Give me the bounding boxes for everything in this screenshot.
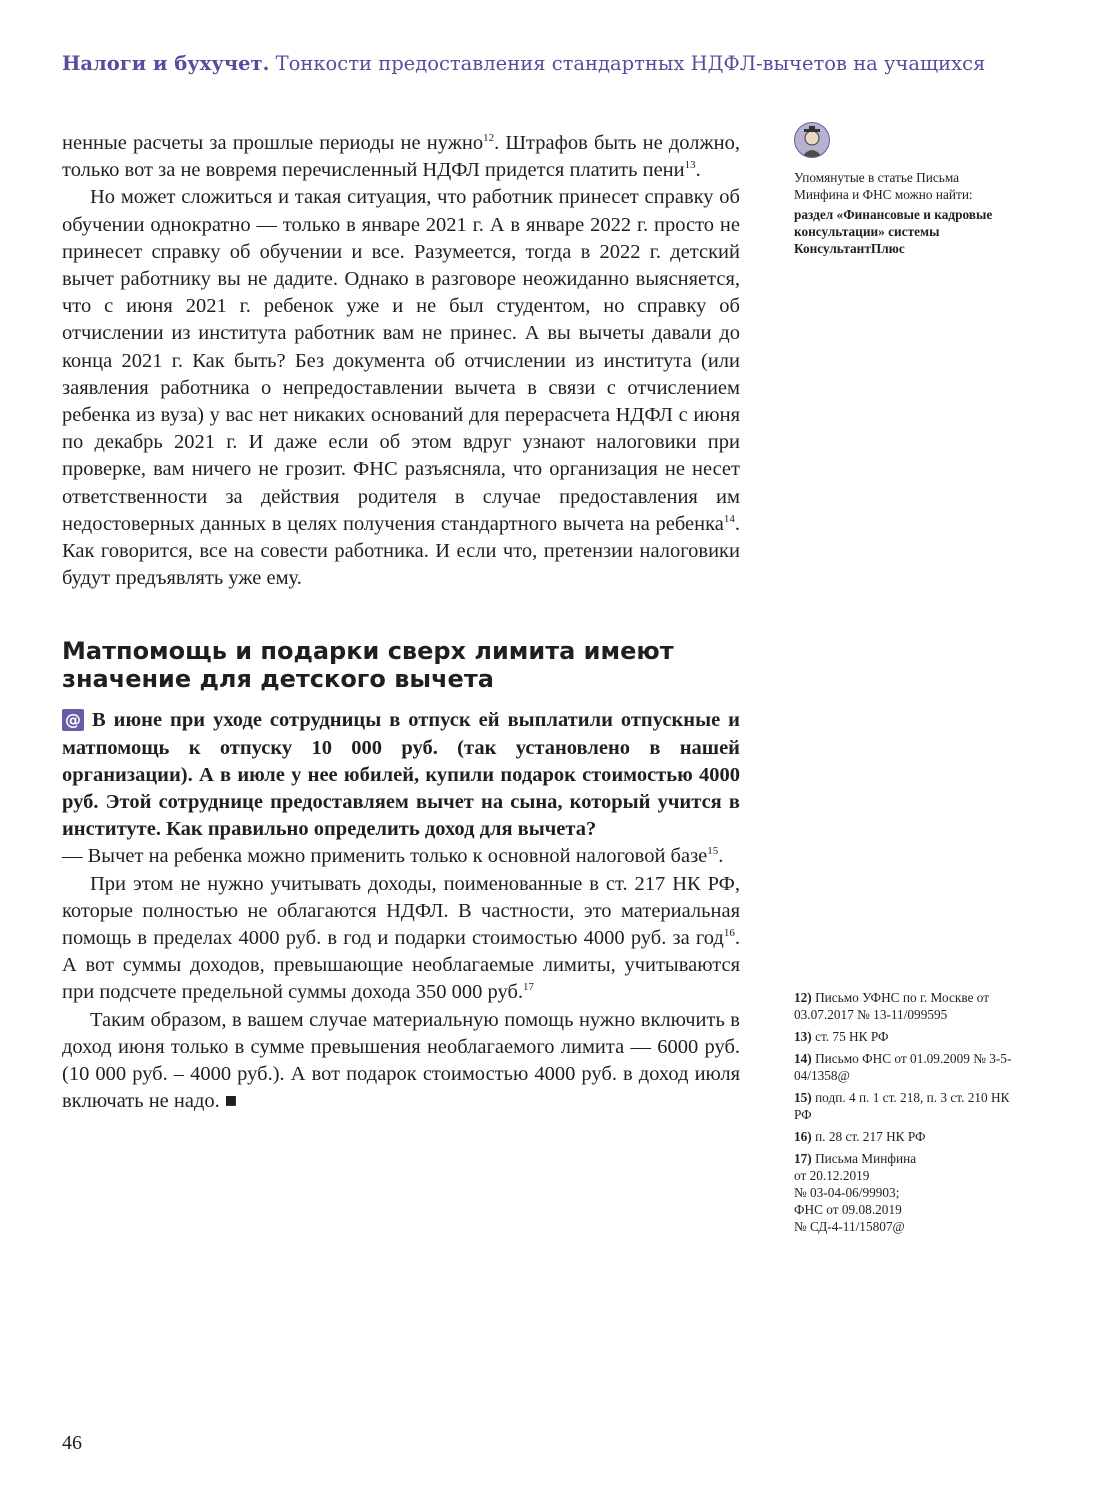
paragraph-2-text-b: . Как говорится, все на совести работника. И если что, претензии налоговики будут предъявлять уже ему.	[62, 512, 740, 590]
header-title: Тонкости предоставления стандартных НДФЛ-вычетов на учащихся	[275, 52, 986, 75]
sidebar-note-source: раздел «Финансовые и кадровые консультации» системы КонсультантПлюс	[794, 207, 993, 256]
footnote-item	[794, 1089, 1014, 1123]
at-sign-icon: @	[62, 709, 84, 731]
footnote-text: п. 28 ст. 217 НК РФ	[815, 1129, 926, 1144]
footnotes-list	[794, 989, 1014, 1240]
footnote-ref-15: 15	[707, 845, 719, 858]
expert-avatar-icon	[794, 122, 830, 158]
section-heading: Матпомощь и подарки сверх лимита имеют значение для детского вычета	[62, 637, 674, 694]
footnote-ref-17: 17	[523, 981, 534, 994]
paragraph-3-text-b: . А вот суммы доходов, превышающие необлагаемые лимиты, учитываются при подсчете предельной суммы дохода 350 000 руб.	[62, 927, 740, 1004]
paragraph-3-text-a: При этом не нужно учитывать доходы, поименованные в ст. 217 НК РФ, которые полностью не облагаются НДФЛ. В частности, это материальная помощь в пределах 4000 руб. в год и подарки стоимостью 4000 руб. за год	[62, 872, 740, 950]
sidebar-note	[794, 122, 1014, 257]
paragraph-1	[62, 130, 740, 184]
footnote-number: 12)	[794, 990, 812, 1005]
footnote-text: Письмо УФНС по г. Москве от 03.07.2017 № 13-11/099595	[794, 990, 990, 1022]
answer-text-a: — Вычет на ребенка можно применить только к основной налоговой базе	[62, 845, 708, 868]
footnote-item	[794, 1050, 1014, 1084]
footnote-ref-12: 12	[483, 132, 495, 144]
paragraph-1-text-b: . Штрафов быть не должно, только вот за не вовремя перечисленный НДФЛ придется платить пени	[62, 132, 740, 182]
footnote-item	[794, 1150, 1014, 1235]
paragraph-2	[62, 184, 740, 592]
footnote-text: ст. 75 НК РФ	[815, 1029, 889, 1044]
footnote-ref-13: 13	[684, 159, 696, 172]
paragraph-4: Таким образом, в вашем случае материальную помощь нужно включить в доход июня только в сумме превышения необлагаемого лимита — 6000 руб. (10 000 руб. – 4000 руб.). А вот подарок стоимостью 4000 руб. в доход июля включать не надо. ■	[62, 1008, 740, 1113]
footnote-item	[794, 1028, 1014, 1045]
running-header	[62, 52, 1062, 75]
paragraph-1-text-a: ненные расчеты за прошлые периоды не нужно	[62, 132, 484, 154]
footnote-item	[794, 989, 1014, 1023]
paragraph-3	[62, 871, 740, 1007]
paragraph-2-text-a: Но может сложиться и такая ситуация, что работник принесет справку об обучении однократно — только в январе 2021 г. А в январе 2022 г. просто не принесет справку об обучении и все. Разумеется, тогда в 2022 г. детский вычет работнику вы не дадите. Однако в разговоре неожиданно выясняется, что с июня 2021 г. ребенок уже и не был студентом, но справку об отчислении из института работник вам не принес. А вы вычеты давали до конца 2021 г. Как быть? Без документа об отчислении из института (или заявления работника о непредоставлении вычета в связи с отчислением ребенка из вуза) у вас нет никаких оснований для перерасчета НДФЛ с июня по декабрь 2021 г. И даже если об этом вдруг узнают налоговики при проверке, вам ничего не грозит. ФНС разъясняла, что организация не несет ответственности за действия родителя в случае предоставления им недостоверных данных в целях получения стандартного вычета на ребенка	[62, 186, 740, 535]
footnote-item	[794, 1128, 1014, 1145]
footnote-number: 14)	[794, 1051, 812, 1066]
footnote-text: подп. 4 п. 1 ст. 218, п. 3 ст. 210 НК РФ	[794, 1090, 1010, 1122]
paragraph-1-text-c: .	[695, 159, 701, 182]
footnote-text: Письма Минфина от 20.12.2019 № 03-04-06/99903; ФНС от 09.08.2019 № СД-4-11/15807@	[794, 1151, 917, 1234]
page-number: 46	[62, 1432, 82, 1454]
answer-text-b: .	[718, 845, 724, 868]
footnote-ref-14: 14	[723, 512, 735, 525]
sidebar-note-text: Упомянутые в статье Письма Минфина и ФНС можно найти:	[794, 170, 973, 202]
answer-paragraph	[62, 843, 740, 870]
footnote-number: 15)	[794, 1090, 812, 1105]
question-block	[62, 707, 740, 843]
footnote-ref-16: 16	[723, 927, 735, 940]
question-text: В июне при уходе сотрудницы в отпуск ей выплатили отпускные и матпомощь к отпуску 10 000 руб. (так установлено в нашей организации). А в июле у нее юбилей, купили подарок стоимостью 4000 руб. Этой сотруднице предоставляем вычет на сына, который учится в институте. Как правильно определить доход для вычета?	[62, 709, 740, 841]
footnote-text: Письмо ФНС от 01.09.2009 № 3-5-04/1358@	[794, 1051, 1012, 1083]
footnote-number: 16)	[794, 1129, 812, 1144]
header-rubric: Налоги и бухучет.	[62, 52, 270, 75]
footnote-number: 17)	[794, 1151, 812, 1166]
main-column	[62, 130, 740, 1116]
footnote-number: 13)	[794, 1029, 812, 1044]
